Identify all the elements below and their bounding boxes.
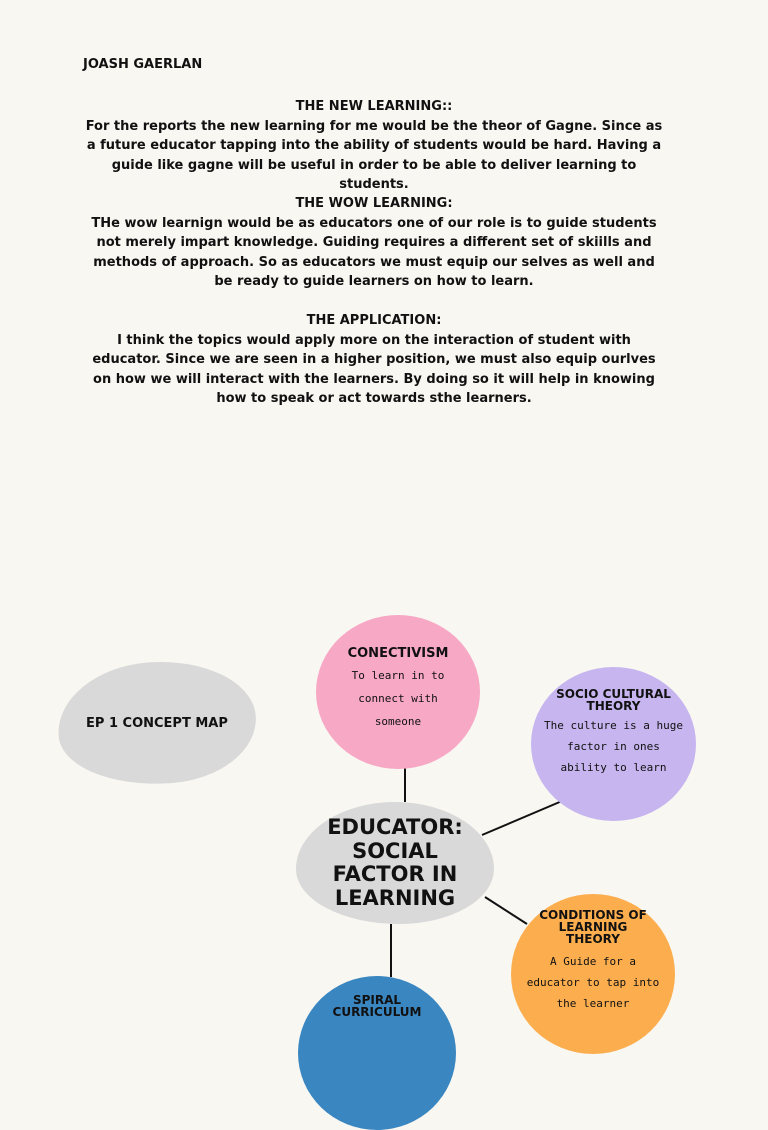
node-body: The culture is a huge factor in ones ability to learn <box>543 719 684 774</box>
node-body: To learn in to connect with someone <box>351 669 445 728</box>
node-title: SOCIO CULTURAL THEORY <box>556 687 671 713</box>
node-socio-cultural-theory <box>531 667 696 821</box>
section-heading: THE APPLICATION: <box>306 313 442 328</box>
section-body: I think the topics would apply more on the interaction of student with educator. Since we are seen in a higher position, we must also equip ourlves on how we will interact with the learners. By doing so it will help in knowing how to speak or act towards sthe learners. <box>92 332 656 406</box>
node-spiral-curriculum <box>298 976 456 1130</box>
author-name: JOASH GAERLAN <box>83 57 203 72</box>
section-heading: THE NEW LEARNING:: <box>295 99 453 114</box>
section-body: For the reports the new learning for me would be the theor of Gagne. Since as a future educator tapping into the ability of students would be hard. Having a guide like gagne will be useful in order to be able to deliver learning to students. <box>85 118 663 192</box>
central-concept-text: EDUCATOR: SOCIAL FACTOR IN LEARNING <box>327 815 463 910</box>
node-title: SPIRAL CURRICULUM <box>332 993 422 1019</box>
node-conectivism <box>316 615 480 769</box>
concept-map-label: EP 1 CONCEPT MAP <box>86 715 228 731</box>
node-conditions-of-learning-theory <box>511 894 675 1054</box>
node-title: CONECTIVISM <box>347 646 449 661</box>
node-title: CONDITIONS OF LEARNING THEORY <box>539 908 647 946</box>
section-heading: THE WOW LEARNING: <box>295 196 453 211</box>
section-body: THe wow learnign would be as educators one of our role is to guide students not merely impart knowledge. Guiding requires a different set of skiills and methods of approach. So as educators we must equip our selves as well and be ready to guide learners on how to learn. <box>91 215 657 289</box>
central-concept-blob <box>296 802 494 924</box>
connector-conditions <box>485 897 527 924</box>
node-body: A Guide for a educator to tap into the learner <box>526 955 660 1010</box>
connector-socio <box>482 801 562 835</box>
